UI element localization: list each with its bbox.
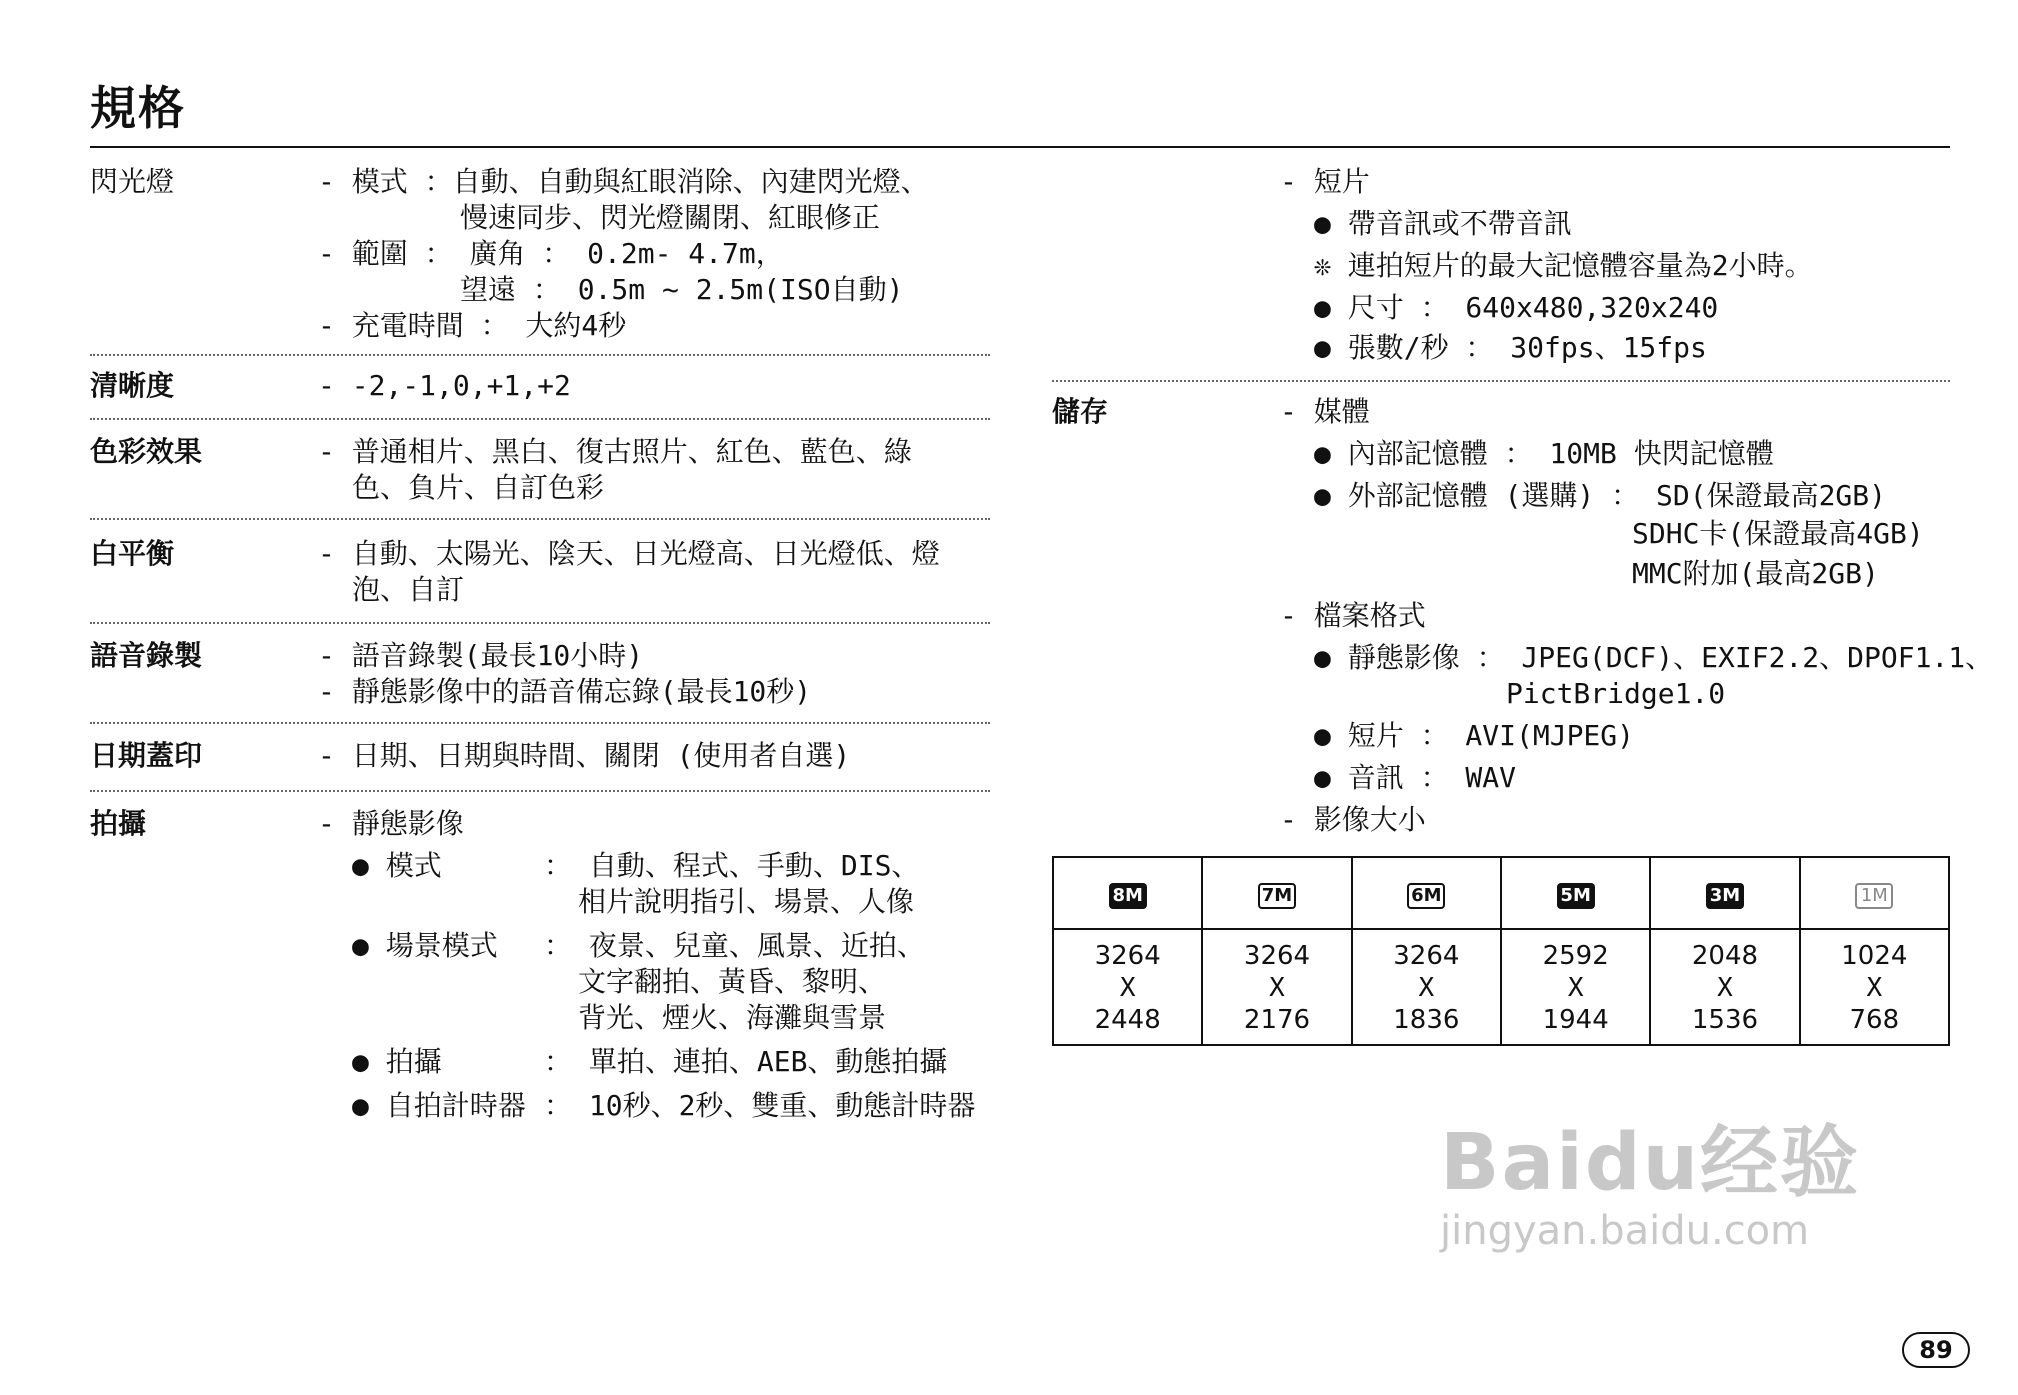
table-cell <box>1352 929 1501 1045</box>
left-column <box>90 160 990 1122</box>
section-label: 拍攝 <box>90 807 147 840</box>
width-value: 3264 <box>1243 941 1311 971</box>
spec-line: - 自動、太陽光、陰天、日光燈高、日光燈低、燈 <box>318 537 940 570</box>
size-3m-icon: 3M <box>1706 883 1744 909</box>
spec-key: ● 自拍計時器 <box>352 1089 526 1122</box>
width-value: 2048 <box>1691 941 1759 971</box>
movie-section <box>1052 160 1950 366</box>
x-separator: X <box>1119 973 1136 1003</box>
spec-key: ● 場景模式 <box>352 929 498 962</box>
spec-line: PictBridge1.0 <box>1506 677 1726 710</box>
height-value: 1536 <box>1691 1005 1759 1035</box>
size-6m-icon: 6M <box>1407 883 1445 909</box>
section-label: 儲存 <box>1052 395 1109 428</box>
height-value: 1836 <box>1393 1005 1460 1035</box>
spec-line: ● 靜態影像 ： JPEG(DCF)、EXIF2.2、DPOF1.1、 <box>1314 641 1994 674</box>
image-size-table <box>1052 856 1950 1046</box>
section-label: 色彩效果 <box>90 435 203 468</box>
section-label: 閃光燈 <box>90 165 175 198</box>
spec-key: ● 模式 <box>352 849 442 882</box>
width-value: 1024 <box>1841 941 1908 971</box>
storage-section <box>1052 382 1994 842</box>
spec-line: - 模式 ：自動、自動與紅眼消除、內建閃光燈、 <box>318 165 929 198</box>
spec-value: ： 自動、程式、手動、DIS、 <box>544 849 920 882</box>
spec-line: ● 帶音訊或不帶音訊 <box>1314 207 1572 240</box>
table-cell <box>1352 857 1501 929</box>
spec-line: MMC附加(最高2GB) <box>1632 557 1879 590</box>
table-row <box>1053 929 1949 1045</box>
width-value: 3264 <box>1393 941 1460 971</box>
width-value: 2592 <box>1542 941 1609 971</box>
spec-line: - -2,-1,0,+1,+2 <box>318 369 571 402</box>
sharpness-section <box>90 356 990 418</box>
table-cell <box>1501 929 1650 1045</box>
spec-line: - 檔案格式 <box>1280 599 1426 632</box>
date-imprint-section <box>90 724 990 790</box>
size-8m-icon: 8M <box>1109 883 1147 909</box>
table-cell <box>1202 929 1351 1045</box>
spec-line: - 充電時間 ： 大約4秒 <box>318 309 627 342</box>
spec-value: 相片說明指引、場景、人像 <box>578 885 915 918</box>
height-value: 768 <box>1849 1005 1900 1035</box>
right-column <box>1052 160 1994 842</box>
watermark-url: jingyan.baidu.com <box>1440 1208 1810 1254</box>
height-value: 1944 <box>1542 1005 1609 1035</box>
watermark-logo: Baidu经验 <box>1440 1118 1861 1208</box>
table-row <box>1053 857 1949 929</box>
spec-line: ● 尺寸 ： 640x480,320x240 <box>1314 291 1719 324</box>
spec-line: 望遠 ： 0.5m ~ 2.5m(ISO自動) <box>460 273 904 306</box>
page-number: 89 <box>1902 1332 1970 1368</box>
spec-line: - 靜態影像 <box>318 807 464 840</box>
table-cell <box>1053 857 1202 929</box>
spec-line: 慢速同步、閃光燈關閉、紅眼修正 <box>460 201 881 234</box>
table-cell <box>1650 929 1799 1045</box>
spec-line: - 短片 <box>1280 165 1370 198</box>
title-rule <box>90 146 1950 148</box>
table-cell <box>1202 857 1351 929</box>
spec-line: ● 音訊 ： WAV <box>1314 761 1517 794</box>
spec-line: ● 內部記憶體 ： 10MB 快閃記憶體 <box>1314 437 1774 470</box>
height-value: 2448 <box>1094 1005 1161 1035</box>
page-title: 規格 <box>90 81 186 135</box>
spec-line: - 普通相片、黑白、復古照片、紅色、藍色、綠 <box>318 435 912 468</box>
x-separator: X <box>1269 973 1285 1003</box>
table-cell <box>1650 857 1799 929</box>
section-label: 清晰度 <box>90 369 175 402</box>
section-label: 日期蓋印 <box>90 739 203 772</box>
section-label: 語音錄製 <box>90 639 203 672</box>
flash-section <box>90 160 990 346</box>
baidu-watermark <box>1440 1100 1860 1254</box>
spec-key: ● 拍攝 <box>352 1045 442 1078</box>
spec-line: 泡、自訂 <box>352 573 465 606</box>
spec-line: ❊ 連拍短片的最大記憶體容量為2小時。 <box>1314 249 1813 282</box>
x-separator: X <box>1866 973 1883 1003</box>
spec-line: - 日期、日期與時間、關閉 (使用者自選) <box>318 739 851 772</box>
width-value: 3264 <box>1094 941 1161 971</box>
shooting-section <box>90 792 990 1122</box>
spec-line: - 影像大小 <box>1280 803 1426 836</box>
size-5m-icon: 5M <box>1557 883 1595 909</box>
spec-line: SDHC卡(保證最高4GB) <box>1632 517 1924 550</box>
spec-value: ： 夜景、兒童、風景、近拍、 <box>544 929 925 962</box>
voice-recording-section <box>90 624 990 722</box>
table-cell <box>1800 929 1949 1045</box>
x-separator: X <box>1717 973 1733 1003</box>
spec-line: 色、負片、自訂色彩 <box>352 471 605 504</box>
size-1m-icon: 1M <box>1855 883 1893 909</box>
white-balance-section <box>90 520 990 622</box>
spec-line: ● 短片 ： AVI(MJPEG) <box>1314 719 1635 752</box>
x-separator: X <box>1418 973 1435 1003</box>
spec-line: - 範圍 ： 廣角 ： 0.2m- 4.7m， <box>318 237 784 270</box>
color-effect-section <box>90 420 990 518</box>
spec-line: ● 外部記憶體 (選購) ： SD(保證最高2GB) <box>1314 479 1887 512</box>
x-separator: X <box>1567 973 1584 1003</box>
height-value: 2176 <box>1243 1005 1311 1035</box>
table-cell <box>1501 857 1650 929</box>
table-cell <box>1053 929 1202 1045</box>
size-7m-icon: 7M <box>1258 883 1296 909</box>
spec-line: - 靜態影像中的語音備忘錄(最長10秒) <box>318 675 812 708</box>
table-cell <box>1800 857 1949 929</box>
spec-line: - 語音錄製(最長10小時) <box>318 639 644 672</box>
spec-line: - 媒體 <box>1280 395 1370 428</box>
section-label: 白平衡 <box>90 537 175 570</box>
spec-value: ： 單拍、連拍、AEB、動態拍攝 <box>544 1045 948 1078</box>
spec-line: ● 張數/秒 ： 30fps、15fps <box>1314 331 1707 364</box>
spec-value: 背光、煙火、海灘與雪景 <box>578 1001 887 1034</box>
spec-value: ： 10秒、2秒、雙重、動態計時器 <box>544 1089 976 1122</box>
spec-value: 文字翻拍、黃昏、黎明、 <box>578 965 887 998</box>
